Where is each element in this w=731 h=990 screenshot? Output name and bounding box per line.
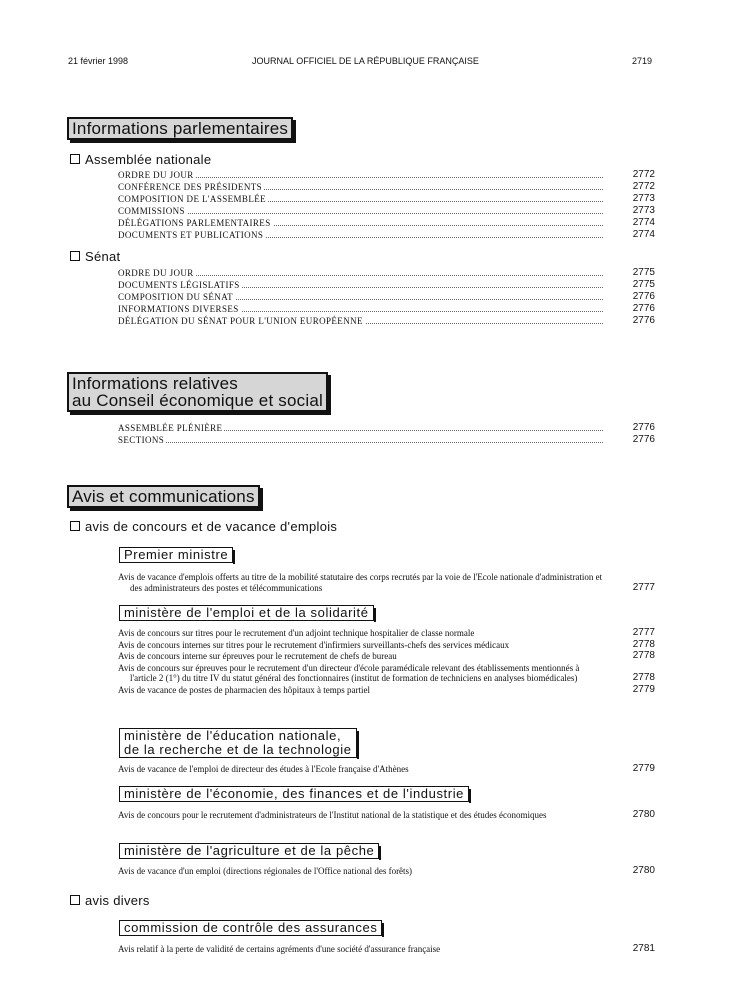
toc-label: ASSEMBLÉE PLÉNIÈRE (118, 423, 223, 433)
ministry-commission-assurances (119, 920, 382, 936)
banner-line: Informations parlementaires (72, 119, 289, 138)
entry-text: Avis de concours internes sur titres pour le recrutement d'infirmiers surveillants-chefs des services médicaux (118, 639, 510, 650)
toc-row[interactable] (118, 267, 655, 279)
ministry-economie-finances (119, 786, 469, 802)
section-banner-conseil-economique (67, 372, 328, 412)
toc-row[interactable] (118, 434, 655, 446)
entry-text: Avis de concours sur épreuves pour le recrutement d'un directeur d'école paramédicale relevant des établissements mentionnés à l'article 2 (1°) du titre IV du statut général des fonctionnaires (institut de formation de techniciens en analyses biomédicales) (118, 662, 580, 683)
entries-economie-finances (118, 810, 655, 822)
toc-row[interactable] (118, 217, 655, 229)
toc-page: 2776 (632, 291, 655, 302)
banner-line: Informations relatives (72, 374, 238, 393)
toc-row[interactable] (118, 291, 655, 303)
entry-text: Avis relatif à la perte de validité de certains agréments d'une société d'assurance française (118, 944, 441, 954)
ministry-name: ministère de l'emploi et de la solidarité (124, 605, 369, 620)
entry-page: 2778 (632, 650, 655, 661)
toc-page: 2774 (632, 217, 655, 228)
toc-row[interactable] (118, 315, 655, 327)
entry-page: 2779 (632, 763, 655, 774)
toc-label: COMMISSIONS (118, 206, 185, 216)
toc-page: 2772 (632, 169, 655, 180)
toc-row[interactable] (118, 229, 655, 241)
toc-label: CONFÉRENCE DES PRÉSIDENTS (118, 182, 263, 192)
toc-label: ORDRE DU JOUR (118, 170, 194, 180)
entries-premier-ministre (118, 572, 655, 594)
toc-label: DOCUMENTS ET PUBLICATIONS (118, 230, 264, 240)
entry[interactable] (118, 944, 655, 955)
toc-label: ORDRE DU JOUR (118, 268, 194, 278)
banner-line: au Conseil économique et social (72, 391, 323, 410)
section-banner-avis (67, 485, 260, 508)
toc-label: COMPOSITION DE L'ASSEMBLÉE (118, 194, 267, 204)
toc-page: 2775 (632, 279, 655, 290)
toc-row[interactable] (118, 422, 655, 434)
header-date: 21 février 1998 (68, 56, 129, 66)
toc-row[interactable] (118, 205, 655, 217)
entry[interactable] (118, 640, 655, 651)
group-title: avis divers (85, 893, 150, 908)
entry-text: Avis de vacance d'emplois offerts au titre de la mobilité statutaire des corps recrutés par la voie de l'Ecole nationale d'administration et des administrateurs des postes et télécommunications (118, 572, 603, 593)
entries-agriculture-peche (118, 866, 655, 878)
group-title: Sénat (85, 249, 121, 264)
toc-label: COMPOSITION DU SÉNAT (118, 292, 234, 302)
toc-row[interactable] (118, 193, 655, 205)
toc-page: 2776 (632, 434, 655, 445)
entry[interactable] (118, 628, 655, 639)
toc-page: 2773 (632, 193, 655, 204)
ministry-emploi-solidarite (119, 605, 374, 621)
ministry-agriculture-peche (119, 843, 379, 859)
entries-education-nationale (118, 764, 655, 776)
group-title: Assemblée nationale (85, 152, 212, 167)
ministry-name: de la recherche et de la technologie (124, 742, 352, 757)
header-page-number: 2719 (632, 56, 653, 66)
toc-list-senat (118, 267, 655, 327)
entries-commission-assurances (118, 944, 655, 956)
entry-text: Avis de vacance de l'emploi de directeur des études à l'Ecole française d'Athènes (118, 764, 409, 774)
toc-page: 2774 (632, 229, 655, 240)
entry-text: Avis de concours interne sur épreuves pour le recrutement de chefs de bureau (118, 651, 397, 661)
ministry-name: commission de contrôle des assurances (124, 920, 378, 935)
entry[interactable] (118, 663, 655, 684)
toc-row[interactable] (118, 279, 655, 291)
entries-emploi-solidarite (118, 628, 655, 696)
entry[interactable] (118, 764, 655, 775)
ministry-name: Premier ministre (124, 547, 229, 562)
toc-label: DÉLÉGATIONS PARLEMENTAIRES (118, 218, 271, 228)
entry-page: 2780 (632, 809, 655, 820)
entry-page: 2777 (632, 627, 655, 638)
ministry-name: ministère de l'agriculture et de la pêche (124, 843, 375, 858)
ministry-education-nationale (119, 728, 357, 758)
section-banner-parlementaires (67, 117, 293, 140)
checkbox-icon (70, 895, 80, 905)
toc-page: 2773 (632, 205, 655, 216)
toc-row[interactable] (118, 169, 655, 181)
toc-label: DÉLÉGATION DU SÉNAT POUR L'UNION EUROPÉENNE (118, 316, 363, 326)
toc-list-assemblee (118, 169, 655, 241)
toc-label: SECTIONS (118, 435, 165, 445)
toc-page: 2776 (632, 315, 655, 326)
checkbox-icon (70, 154, 80, 164)
entry[interactable] (118, 651, 655, 662)
ministry-premier-ministre (119, 547, 233, 563)
checkbox-icon (70, 521, 80, 531)
entry-page: 2780 (632, 865, 655, 876)
toc-page: 2776 (632, 422, 655, 433)
entry-page: 2777 (632, 581, 655, 593)
toc-row[interactable] (118, 303, 655, 315)
toc-page: 2775 (632, 267, 655, 278)
toc-page: 2776 (632, 303, 655, 314)
toc-page: 2772 (632, 181, 655, 192)
toc-label: INFORMATIONS DIVERSES (118, 304, 239, 314)
entry-text: Avis de vacance d'un emploi (directions régionales de l'Office national des forêts) (118, 866, 413, 876)
entry[interactable] (118, 572, 655, 593)
group-avis-concours (70, 520, 337, 534)
ministry-name: ministère de l'économie, des finances et de l'industrie (124, 786, 465, 801)
ministry-name: ministère de l'éducation nationale, (124, 728, 342, 743)
header-title: JOURNAL OFFICIEL DE LA RÉPUBLIQUE FRANÇAISE (252, 56, 479, 66)
entry-page: 2778 (632, 638, 655, 650)
toc-row[interactable] (118, 181, 655, 193)
toc-list-ces (118, 422, 655, 446)
entry-text: Avis de concours sur titres pour le recrutement d'un adjoint technique hospitalier de classe normale (118, 628, 475, 638)
entry-page: 2781 (632, 943, 655, 954)
group-assemblee (70, 153, 211, 167)
entry[interactable] (118, 810, 655, 821)
entry[interactable] (118, 685, 655, 696)
entry-page: 2778 (632, 672, 655, 683)
group-senat (70, 250, 120, 264)
banner-line: Avis et communications (72, 487, 255, 506)
group-avis-divers (70, 894, 150, 908)
entry-text: Avis de concours pour le recrutement d'administrateurs de l'Institut national de la statistique et des études économiques (118, 810, 547, 820)
checkbox-icon (70, 251, 80, 261)
group-title: avis de concours et de vacance d'emplois (85, 519, 338, 534)
toc-label: DOCUMENTS LÉGISLATIFS (118, 280, 240, 290)
entry-text: Avis de vacance de postes de pharmacien des hôpitaux à temps partiel (118, 684, 370, 695)
entry-page: 2779 (632, 683, 655, 695)
entry[interactable] (118, 866, 655, 877)
